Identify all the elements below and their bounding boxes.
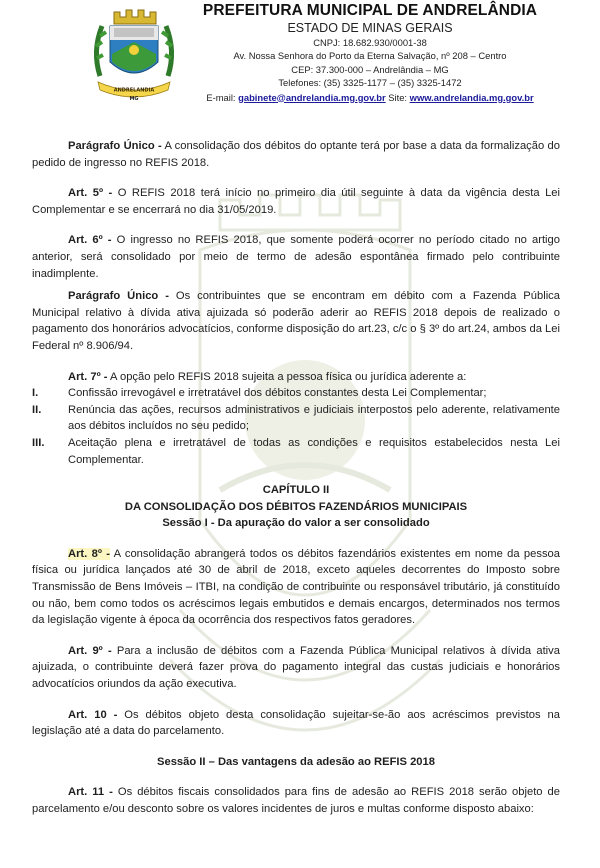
paragraph-text: A consolidação dos débitos do optante terá por base a data da formalização do pedido de ingresso no REFIS 2018.	[32, 140, 560, 169]
list-item	[32, 435, 560, 468]
document-body	[32, 138, 560, 818]
article-label: Art. 11 -	[68, 786, 113, 799]
cnpj: CNPJ: 18.682.930/0001-38	[313, 37, 427, 48]
section-heading: Sessão II – Das vantagens da adesão ao REFIS 2018	[157, 755, 435, 768]
article-text: A opção pelo REFIS 2018 sujeita a pessoa física ou jurídica aderente a:	[107, 370, 467, 383]
article-label: Art. 6º -	[68, 234, 112, 247]
article-label: Art. 8º -	[68, 547, 110, 560]
article-label: Art. 10 -	[68, 708, 118, 721]
article-8	[32, 546, 560, 629]
item-number: II.	[32, 403, 42, 416]
svg-text:MG: MG	[129, 96, 139, 102]
list-item	[32, 385, 560, 402]
email-link[interactable]: gabinete@andrelandia.mg.gov.br	[238, 91, 386, 103]
letterhead-text	[185, 2, 555, 104]
article-7	[32, 369, 560, 386]
article-label: Art. 9º -	[68, 644, 112, 657]
cep: CEP: 37.300-000 – Andrelândia – MG	[291, 63, 449, 75]
contact-line	[185, 91, 555, 104]
article-11	[32, 784, 560, 817]
item-number: I.	[32, 387, 39, 400]
item-number: III.	[32, 436, 45, 449]
article-text: Os débitos objeto desta consolidação sujeitar-se-ão aos acréscimos previstos na legislação até a data do parcelamento.	[32, 708, 560, 738]
article-9	[32, 643, 560, 693]
article-text: Para a inclusão de débitos com a Fazenda Pública Municipal relativos à dívida ativa ajuizada, o contribuinte deverá fazer prova do pagamento integral das custas judiciais e honorários advocatícios oriundos da ação executiva.	[32, 644, 560, 691]
section-heading: Sessão I - Da apuração do valor a ser consolidado	[162, 517, 430, 530]
article-text: O REFIS 2018 terá início no primeiro dia útil seguinte à data da vigência desta Lei Complementar e se encerrará no dia 31/05/2019.	[32, 187, 560, 216]
article-text: A consolidação abrangerá todos os débitos fazendários existentes em nome da pessoa física ou jurídica lançados até 30 de abril de 2018, exceto aqueles decorrentes do Imposto sobre Transmissão de Bens Imóveis – ITBI, na condição de contribuinte ou responsável tributário, já constituído ou não, bem como todos os acréscimos legais embutidos e demais encargos, determinados nos termos da legislação vigente à época da ocorrência dos respectivos fatos geradores.	[32, 547, 560, 627]
chapter-title: DA CONSOLIDAÇÃO DOS DÉBITOS FAZENDÁRIOS MUNICIPAIS	[124, 500, 468, 513]
letterhead	[0, 0, 600, 112]
site-link[interactable]: www.andrelandia.mg.gov.br	[409, 91, 534, 103]
paragrafo-unico-art6	[32, 288, 560, 354]
list-item	[32, 402, 560, 435]
item-text: Confissão irrevogável e irretratável dos débitos constantes desta Lei Complementar;	[68, 387, 487, 400]
paragraph-label: Parágrafo Único -	[68, 140, 162, 152]
municipality-title: PREFEITURA MUNICIPAL DE ANDRELÂNDIA	[202, 2, 538, 19]
email-label: E-mail:	[206, 91, 236, 103]
phones: Telefones: (35) 3325-1177 – (35) 3325-1472	[278, 77, 462, 89]
chapter-heading: CAPÍTULO II	[262, 484, 330, 497]
paragraph-text: Os contribuintes que se encontram em débito com a Fazenda Pública Municipal relativo à dívida ativa ajuizada só poderão aderir ao REFIS 2018 depois de realizado o pagamento dos honorários advocatícios, conforme disposição do art.23, c/c o § 3º do art.24, ambos da Lei Federal nº 8.906/94.	[32, 290, 560, 352]
article-label: Art. 5º -	[68, 187, 113, 200]
address: Av. Nossa Senhora do Porto da Eterna Salvação, nº 208 – Centro	[233, 50, 507, 62]
article-10	[32, 707, 560, 740]
svg-text:ANDRELANDIA: ANDRELANDIA	[113, 87, 155, 94]
article-5	[32, 185, 560, 218]
municipal-crest-icon	[88, 6, 180, 102]
article-6	[32, 232, 560, 282]
state-name: ESTADO DE MINAS GERAIS	[287, 21, 453, 35]
site-label: Site:	[388, 91, 408, 103]
paragraph-label: Parágrafo Único -	[68, 290, 169, 303]
article-label: Art. 7º -	[68, 370, 108, 383]
item-text: Aceitação plena e irretratável de todas as condições e requisitos estabelecidos nesta Lei Complementar.	[68, 436, 560, 466]
paragrafo-unico-art4	[32, 138, 560, 171]
article-text: O ingresso no REFIS 2018, que somente poderá ocorrer no período citado no artigo anterior, será consolidado por meio de termo de adesão espontânea firmado pelo contribuinte inadimplente.	[32, 234, 560, 280]
item-text: Renúncia das ações, recursos administrativos e judiciais interpostos pelo aderente, relativamente aos débitos incluídos no seu pedido;	[68, 403, 560, 433]
article-text: Os débitos fiscais consolidados para fins de adesão ao REFIS 2018 serão objeto de parcelamento e/ou desconto sobre os valores incidentes de juros e multas conforme disposto abaixo:	[32, 786, 560, 815]
